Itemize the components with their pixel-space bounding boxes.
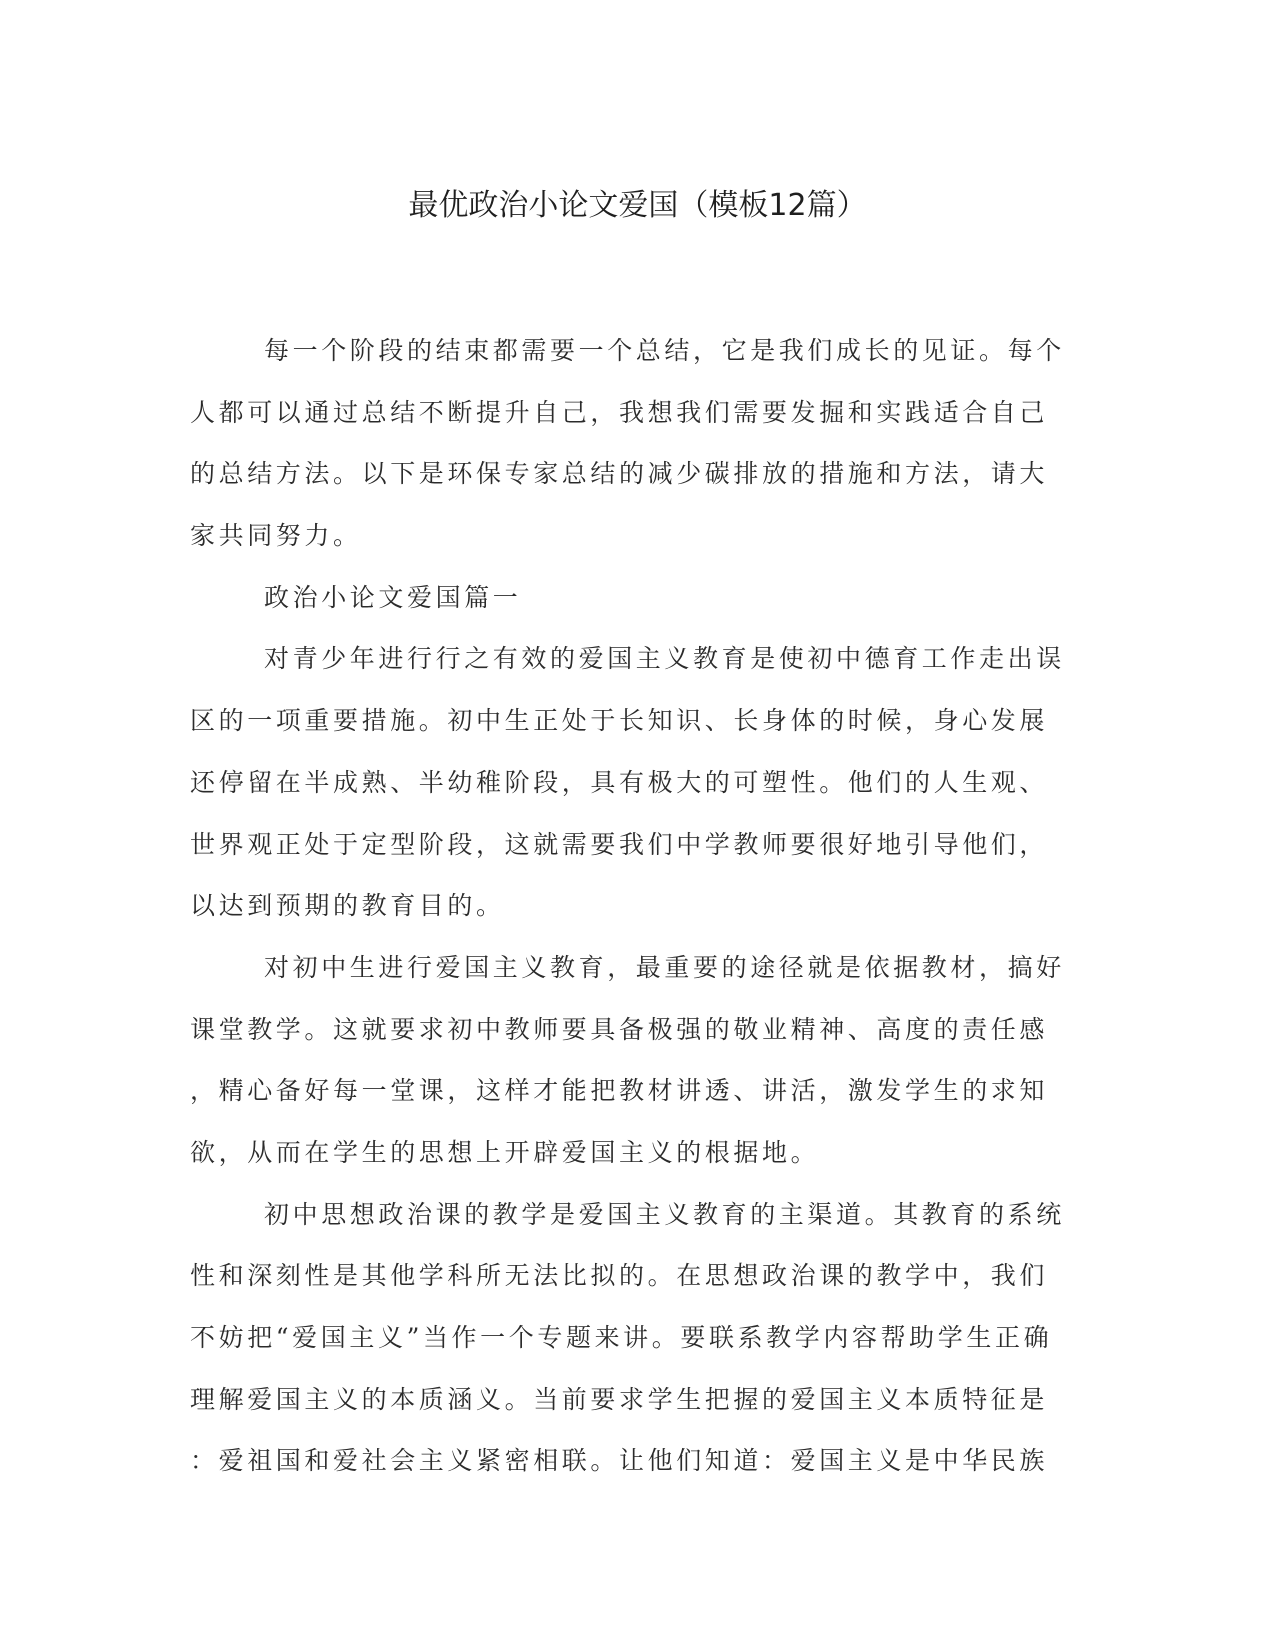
text-line: 人都可以通过总结不断提升自己，我想我们需要发掘和实践适合自己 (190, 397, 1049, 427)
text-line: ：爱祖国和爱社会主义紧密相联。让他们知道：爱国主义是中华民族 (190, 1446, 1049, 1476)
paragraph-intro (190, 331, 1080, 578)
text-line: 欲，从而在学生的思想上开辟爱国主义的根据地。 (190, 1137, 820, 1167)
paragraph (190, 1195, 1080, 1503)
text-line: 初中思想政治课的教学是爱国主义教育的主渠道。其教育的系统 (264, 1199, 1065, 1229)
text-line: 课堂教学。这就要求初中教师要具备极强的敬业精神、高度的责任感 (190, 1014, 1049, 1044)
text-line: 区的一项重要措施。初中生正处于长知识、长身体的时候，身心发展 (190, 706, 1049, 736)
text-line: 对青少年进行行之有效的爱国主义教育是使初中德育工作走出误 (264, 644, 1065, 674)
text-line: 理解爱国主义的本质涵义。当前要求学生把握的爱国主义本质特征是 (190, 1384, 1049, 1414)
text-line: 每一个阶段的结束都需要一个总结，它是我们成长的见证。每个 (264, 336, 1065, 365)
text-line: 性和深刻性是其他学科所无法比拟的。在思想政治课的教学中，我们 (190, 1261, 1049, 1291)
text-line: ，精心备好每一堂课，这样才能把教材讲透、讲活，激发学生的求知 (190, 1076, 1049, 1106)
text-line: 的总结方法。以下是环保专家总结的减少碳排放的措施和方法，请大 (190, 459, 1049, 489)
section-heading (190, 578, 1080, 640)
document-title: 最优政治小论文爱国（模板12篇） (408, 188, 867, 223)
paragraph (190, 639, 1080, 947)
document-body (190, 331, 1080, 1503)
text-line: 以达到预期的教育目的。 (190, 891, 505, 921)
text-line: 家共同努力。 (190, 521, 362, 551)
section-heading-text: 政治小论文爱国篇一 (264, 582, 522, 612)
text-line: 不妨把“爱国主义”当作一个专题来讲。要联系教学内容帮助学生正确 (190, 1323, 1053, 1352)
text-line: 世界观正处于定型阶段，这就需要我们中学教师要很好地引导他们， (190, 829, 1049, 859)
text-line: 还停留在半成熟、半幼稚阶段，具有极大的可塑性。他们的人生观、 (190, 767, 1049, 797)
paragraph (190, 948, 1080, 1195)
text-line: 对初中生进行爱国主义教育，最重要的途径就是依据教材，搞好 (264, 952, 1065, 982)
